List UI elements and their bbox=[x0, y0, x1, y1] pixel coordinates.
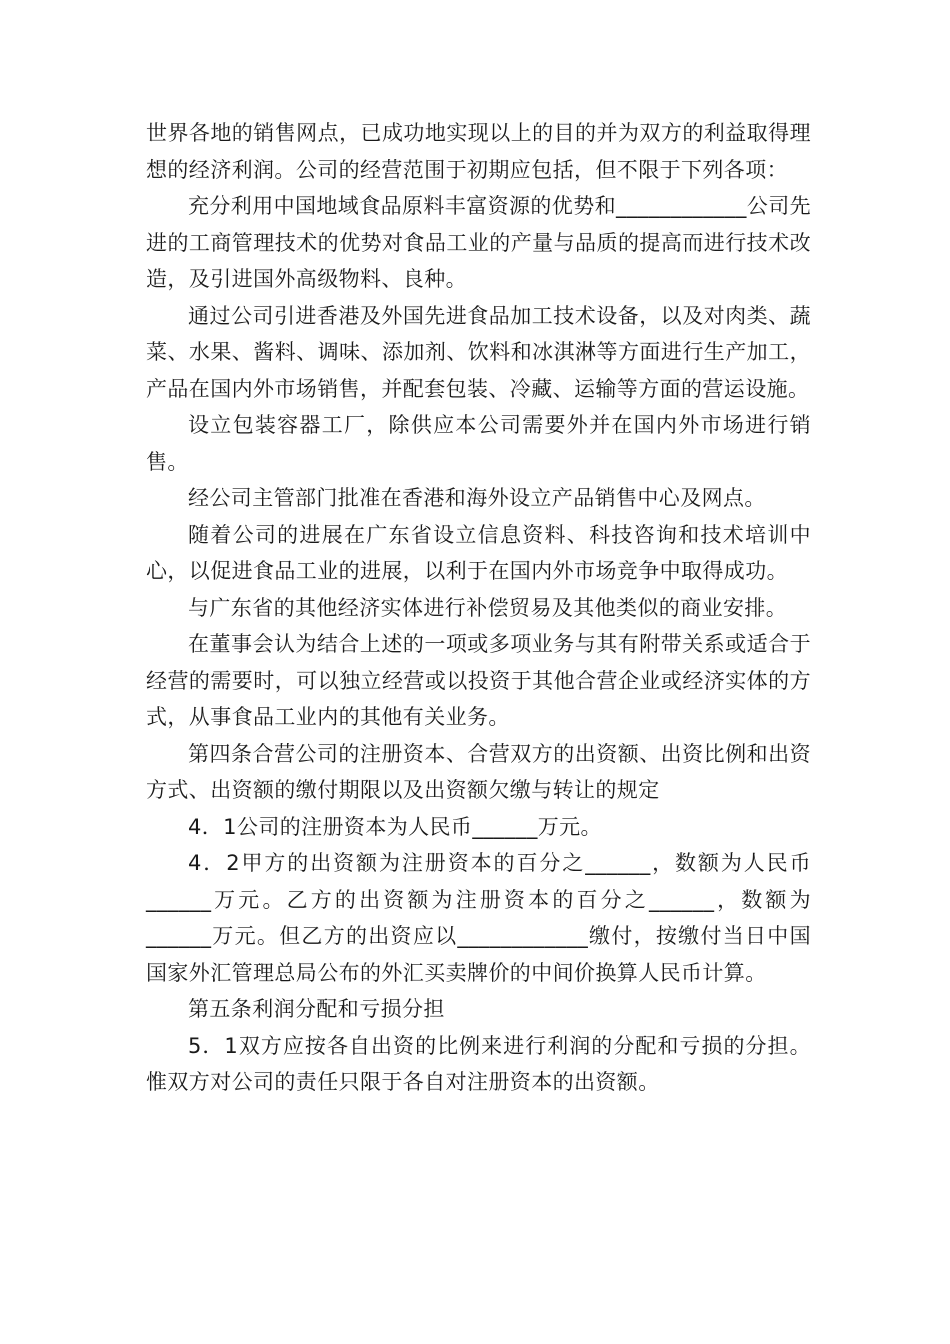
document-body bbox=[146, 115, 811, 1101]
paragraph-5: 经公司主管部门批准在香港和海外设立产品销售中心及网点。 bbox=[188, 486, 766, 510]
clause-4-2: 4．2甲方的出资额为注册资本的百分之______，数额为人民币______万元。乙方的出资额为注册资本的百分之______，数额为______万元。但乙方的出资应以____________缴付，按缴付当日中国国家外汇管理总局公布的外汇买卖牌价的中间价换算人民币计算。 bbox=[146, 851, 811, 985]
clause-4-1: 4．1公司的注册资本为人民币______万元。 bbox=[188, 814, 602, 839]
clause-5-1: 5．1双方应按各自出资的比例来进行利润的分配和亏损的分担。惟双方对公司的责任只限于各自对注册资本的出资额。 bbox=[146, 1033, 811, 1094]
article-5-heading: 第五条利润分配和亏损分担 bbox=[188, 997, 445, 1021]
paragraph-1: 世界各地的销售网点，已成功地实现以上的目的并为双方的利益取得理想的经济利润。公司的经营范围于初期应包括，但不限于下列各项： bbox=[146, 121, 811, 182]
paragraph-8: 在董事会认为结合上述的一项或多项业务与其有附带关系或适合于经营的需要时，可以独立经营或以投资于其他合营企业或经济实体的方式，从事食品工业内的其他有关业务。 bbox=[146, 632, 811, 729]
paragraph-6: 随着公司的进展在广东省设立信息资料、科技咨询和技术培训中心，以促进食品工业的进展，以利于在国内外市场竞争中取得成功。 bbox=[146, 522, 811, 583]
paragraph-4: 设立包装容器工厂，除供应本公司需要外并在国内外市场进行销售。 bbox=[146, 413, 811, 474]
article-4-heading: 第四条合营公司的注册资本、合营双方的出资额、出资比例和出资方式、出资额的缴付期限以及出资额欠缴与转让的规定 bbox=[146, 741, 811, 802]
paragraph-7: 与广东省的其他经济实体进行补偿贸易及其他类似的商业安排。 bbox=[188, 595, 788, 620]
paragraph-2: 充分利用中国地域食品原料丰富资源的优势和____________公司先进的工商管理技术的优势对食品工业的产量与品质的提高而进行技术改造，及引进国外高级物料、良种。 bbox=[146, 194, 811, 291]
paragraph-3: 通过公司引进香港及外国先进食品加工技术设备，以及对肉类、蔬菜、水果、酱料、调味、添加剂、饮料和冰淇淋等方面进行生产加工，产品在国内外市场销售，并配套包装、冷藏、运输等方面的营运设施。 bbox=[146, 303, 811, 401]
